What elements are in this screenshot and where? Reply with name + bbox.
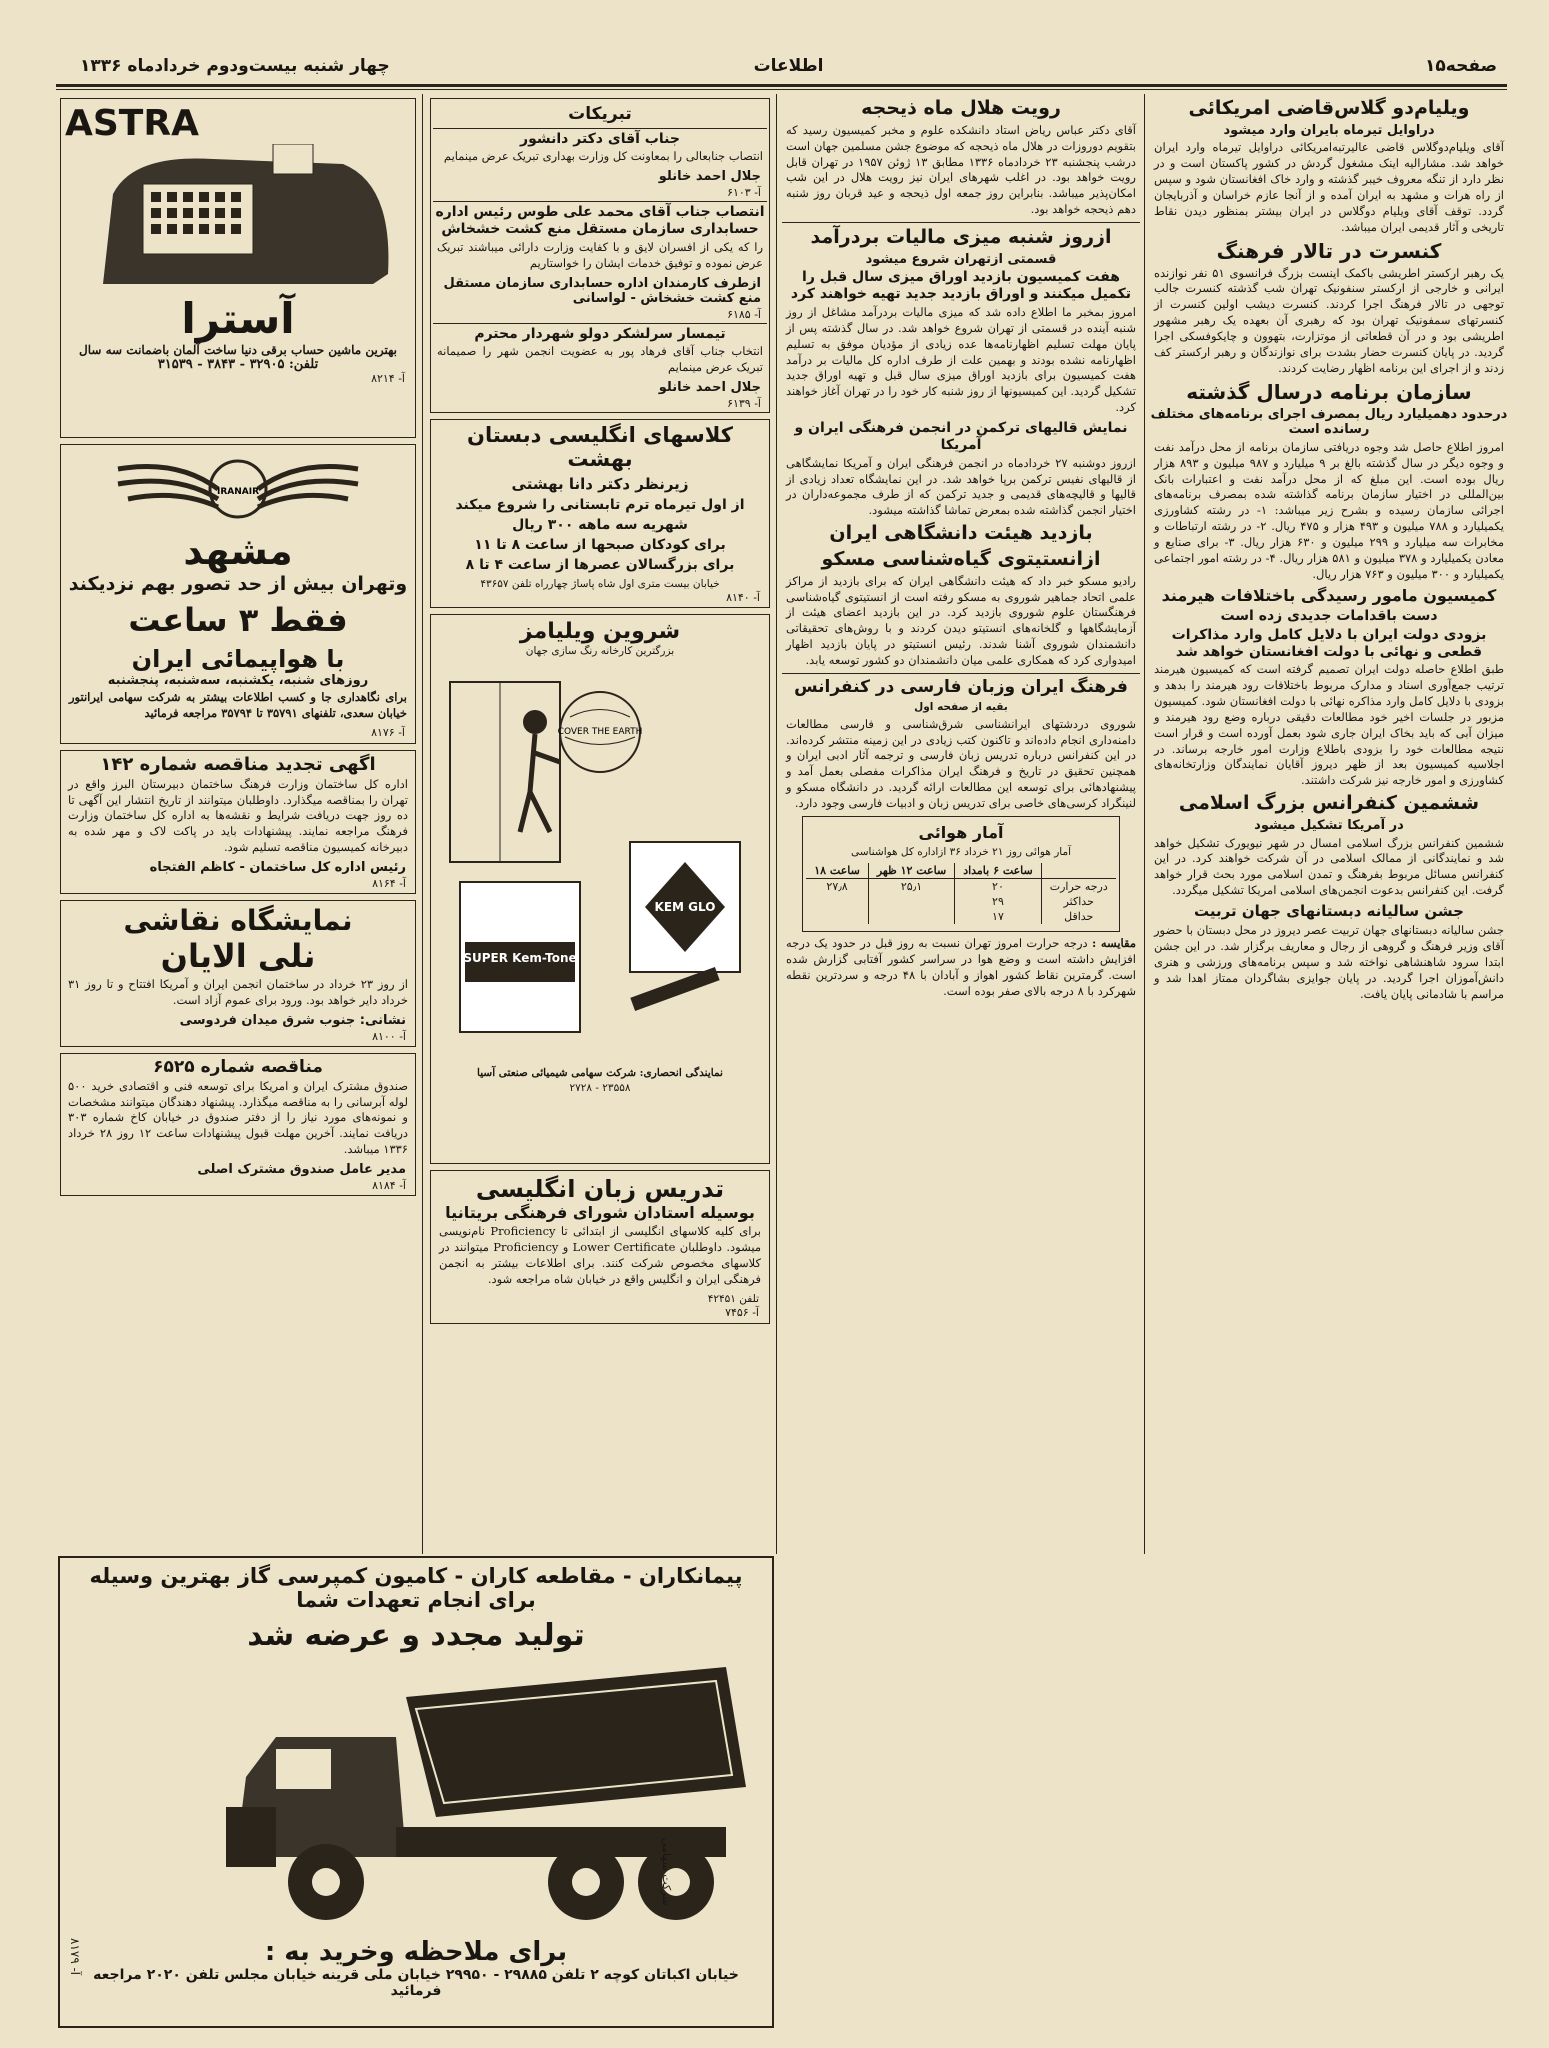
table-cell: ۲۹ [955, 894, 1042, 909]
table-cell [868, 894, 954, 909]
headline: بازدید هیئت دانشگاهی ایران [829, 522, 1093, 545]
paint-phone: ۲۳۵۵۸ - ۲۷۲۸ [569, 1081, 631, 1094]
divider [782, 673, 1140, 674]
ad-title: نمایشگاه نقاشی [123, 904, 353, 938]
ad-line: از اول تیرماه ترم تابستانی را شروع میکند [455, 497, 745, 514]
continued-note: بقیه از صفحه اول [914, 701, 1008, 714]
article-body: امروز بمخبر ما اطلاع داده شد که میزی مالیات بردرآمد مشاغل از روز شنبه آینده در قسمتی از تهران شروع خواهد شد. در سال گذشته پس از پایان مهلت تسلیم اظهارنامه‌ها عده زیادی از مؤدیان موفق به تسلیم اظهارنامه نشده بودند و بهمین علت از طرف اداره کل مالیات بر درآمد هفت کمیسیون برای بازدید اوراق میزی سال قبل و تهیه اوراق جدید تشکیل گردید. این کمیسیونها از روز شنبه کار خود را در تهران آغاز خواهند کرد. [786, 305, 1136, 415]
article-university-visit [782, 523, 1140, 669]
congrats-head: انتصاب جناب آقای محمد علی طوس رئیس اداره حسابداری سازمان مستقل منع کشت خشخاش [435, 204, 765, 237]
ad-address: خیابان اکباتان کوچه ۲ تلفن ۲۹۸۸۵ - ۲۹۹۵۰ خیابان ملی قرینه خیابان مجلس تلفن ۲۰۲۰ مراجعه فرمائید [93, 1967, 739, 1999]
divider [782, 222, 1140, 223]
article-carpets [782, 420, 1140, 519]
article-persian-culture [782, 678, 1140, 812]
ad-title: تدریس زبان انگلیسی [475, 1175, 725, 1204]
article-concert [1150, 240, 1508, 377]
astra-phones: تلفن: ۳۲۹۰۵ - ۳۸۴۳ - ۳۱۵۳۹ [157, 357, 319, 372]
astra-ad [60, 98, 416, 438]
side-code: آ- ۸۱۷۹ [68, 1938, 82, 1975]
iranair-logo-text: IRANAIR [216, 487, 260, 497]
headline: رویت هلال ماه ذیحجه [861, 97, 1061, 119]
ad-body: صندوق مشترک ایران و امریکا برای توسعه فنی و اقتصادی خرید ۵۰۰ لوله آبرسانی را به مناقصه میگذارد. پیشنهاد دهندگان میتوانند مشخصات و نمونه‌های مورد نیاز را از دفتر صندوق در خیابان کاخ شماره ۳۰۳ دریافت نمایند. آخرین مهلت قبول پیشنهادات ساعت ۱۲ روز ۲۸ خرداد ۱۳۳۶ میباشد. [68, 1078, 409, 1157]
article-body: آقای ویلیام‌دوگلاس قاضی عالیرتبه‌امریکائی دراوایل تیرماه وارد ایران خواهد شد. مشارالیه اینک مشغول گردش در کشور پاکستان است و در نظر دارد از تنگه معروف خیبر گذشته و وارد خاک افغانستان شود و سپس از راه هرات و مشهد به ایران آمده و از آنجا عازم خراسان و آذربایجان گردد. توقف آقای ویلیام دوگلاس در ایران بیشتر بمنظور دیدن نقاط تاریخی و آثار قدیمی ایران میباشد. [1154, 140, 1504, 234]
ad-body: اداره کل ساختمان وزارت فرهنگ ساختمان دبیرستان البرز واقع در تهران را بمناقصه میگذارد. داوطلبان میتوانند از تاریخ انتشار این آگهی تا ده روز جهت دریافت شرایط و نقشه‌ها به اداره کل ساختمان وزارت فرهنگ مراجعه نمایند. پیشنهادات باید در پاکت لاک و مهر شده به دبیرخانه کمیسیون مناقصه تسلیم شود. [68, 776, 408, 855]
paint-slogan: بزرگترین کارخانه رنگ سازی جهان [525, 645, 675, 658]
congrats-head: تیمسار سرلشکر دولو شهردار محترم [474, 325, 726, 342]
column-center-left [428, 94, 772, 1554]
headline: ششمین کنفرانس بزرگ اسلامی [1178, 792, 1480, 815]
congrats-box [430, 98, 770, 413]
ad-code: آ- ۸۱۷۶ [371, 725, 405, 739]
article-body: جشن سالیانه دبستانهای جهان تربیت عصر دیروز در محل دبستان با حضور آقای وزیر فرهنگ و گروهی از رجال و معاریف برگزار شد. در این جشن ابتدا سرود شاهنشاهی نواخته شد و سپس برنامه‌های ورزشی و هنری دانش‌آموزان اجرا گردید. در پایان جوایزی بشاگردان ممتاز اهدا شد و مراسم با شادمانی پایان یافت. [1154, 923, 1504, 1001]
article-body: شوروی دردشتهای ایرانشناسی شرق‌شناسی و فارسی مطالعات دامنه‌داری انجام داده‌اند و تاکنون کتب زیادی در این زمینه منتشر کرده‌اند. در این کنفرانس درباره تدریس زبان فارسی و ترجمه آثار ادبی ایران و همچنین تحقیق در تاریخ و فرهنگ ایران مذاکرات مفصلی بعمل آمد و پیشنهادهائی برای توسعه این مطالعات ارائه گردید. در دانشگاه مسکو و لنینگراد کرسی‌های خاصی برای تدریس زبان و ادبیات فارسی وجود دارد. [786, 716, 1136, 810]
ad-code: آ- ۸۱۰۰ [372, 1029, 406, 1043]
subheadline: قسمتی ازتهران شروع میشود [865, 251, 1057, 267]
can-label-2: KEM GLO [654, 900, 716, 915]
page-number: صفحه۱۵ [1425, 56, 1497, 76]
table-cell [806, 894, 868, 909]
ad-code: آ- ۶۱۸۵ [727, 307, 761, 321]
divider [433, 323, 767, 324]
ad-title: کلاسهای انگلیسی دبستان بهشت [467, 423, 733, 472]
congrats-signature: جلال احمد خانلو [658, 169, 761, 185]
issue-date: چهار شنبه بیست‌ودوم خردادماه ۱۳۳۶ [80, 56, 390, 76]
truck-ad [58, 1556, 774, 2028]
paint-illustration [440, 662, 760, 1062]
congrats-signature: ازطرف کارمندان اداره حسابداری سازمان مستقل منع کشت خشخاش - لواسانی [443, 275, 761, 306]
ad-subline: تولید مجدد و عرضه شد [247, 1618, 585, 1653]
ad-title: اگهی تجدید مناقصه شماره ۱۴۲ [100, 753, 376, 775]
weather-note-text: درجه حرارت امروز تهران نسبت به روز قبل در حدود یک درجه افزایش داشته است و وضع هوا در سراسر کشور آفتابی گزارش شده است. گرمترین نقاط کشور اهواز و آبادان با ۴۸ درجه و سردترین نقطه شهرکرد با ۸ درجه بالای صفر بوده است. [786, 936, 1136, 998]
column-divider [776, 94, 777, 1554]
article-body: یک رهبر ارکستر اطریشی باکمک اینست بزرگ فرانسوی ۵۱ نفر نوازنده ایرانی و خارجی از ارکستر سنفونیک تهران شب گذشته کنسرت جالب توجهی در تالار فرهنگ اجرا کردند. کنسرت دیشب اولین کنسرت از کنسرتهای سمفونیک تهران بود که رهبری آن بعهده یک رهبر مشهور اطریشی بود و در آن قطعاتی از موتزارت، بتهوون و چایکوفسکی اجرا گردید. در پایان کنسرت حضار بشدت برای نوازندگان و رهبر ارکستر کف زدند و از اجرای این برنامه اظهار رضایت کردند. [1154, 265, 1505, 375]
headline: سازمان برنامه درسال گذشته [1186, 379, 1472, 404]
subheadline: در آمریکا تشکیل میشود [1254, 818, 1404, 834]
ad-cta: برای ملاحظه وخرید به : [264, 1937, 568, 1967]
table-cell: ۲۵٫۱ [868, 879, 954, 895]
paint-ad [430, 614, 770, 1164]
column-divider [422, 94, 423, 1554]
artist-name: نلی الایان [160, 937, 316, 976]
article-body: طبق اطلاع حاصله دولت ایران تصمیم گرفته است که کمیسیون هیرمند ترتیب جمع‌آوری اسناد و مدارک مربوط باختلافات رود هیرمند را بدهد و بزودی با دلایل کامل وارد مذاکره نهائی با دولت افغانستان شود. کمیسیون مزبور در جلسات اخیر خود مطالعات دقیقی درباره وضع رود هیرمند و میزان آبی که باید بخاک ایران جاری شود بعمل آورده است و قرار است نتیجه مطالعات خود را بزودی باطلاع وزارت امور خارجه برساند. در اجلاسیه کمیسیون بعد از ظهر دیروز آقایان نمایندگان وزارتخانه‌های کشاورزی و امور خارجه نیز شرکت داشتند. [1154, 662, 1504, 788]
ad-body: برای کلیه کلاسهای انگلیسی از ابتدائی تا Proficiency نام‌نویسی میشود. داوطلبان Lower Certificate و Proficiency میتوانند در کلاسهای مخصوص شرکت کنند. برای اطلاعات بیشتر به انجمن فرهنگی ایران و انگلیس واقع در خیابان شاه مراجعه شود. [439, 1224, 761, 1286]
table-cell [806, 909, 868, 924]
row-label: حداکثر [1041, 894, 1116, 909]
ad-line: روزهای شنبه، یکشنبه، سه‌شنبه، پنجشنبه [107, 673, 369, 688]
ad-signature: رئیس اداره کل ساختمان - کاظم الفتجاه [149, 860, 406, 876]
iranair-ad [60, 444, 416, 744]
ad-line: برای نگاهداری جا و کسب اطلاعات بیشتر به شرکت سهامی ایرانتور خیابان سعدی، تلفنهای ۳۵۷۹۱ تا ۳۵۷۹۴ مراجعه فرمائید [69, 690, 407, 720]
article-body: ششمین کنفرانس بزرگ اسلامی امسال در شهر نیویورک تشکیل خواهد شد و نمایندگانی از ممالک اسلامی در آن شرکت خواهند کرد. در این کنفرانس مسائل مربوط بفرهنگ و تمدن اسلامی مورد بحث قرار خواهد گرفت. این کنفرانس بدعوت انجمن‌های اسلامی امریکا تشکیل میگردد. [1154, 835, 1504, 898]
column-divider [1144, 94, 1145, 1554]
iranair-logo [108, 449, 368, 529]
congrats-item [433, 131, 767, 200]
ad-code: آ- ۸۱۶۴ [372, 877, 406, 891]
headline: فرهنگ ایران وزبان فارسی در کنفرانس [794, 676, 1128, 697]
newspaper-title: اطلاعات [753, 56, 824, 76]
table-cell: ۲۰ [955, 879, 1042, 895]
ad-line: شهریه سه ماهه ۳۰۰ ریال [512, 517, 688, 534]
divider [433, 128, 767, 129]
weather-intro: آمار هوائی روز ۲۱ خرداد ۳۶ ازاداره کل هواشناسی [850, 846, 1072, 859]
article-douglas [1150, 98, 1508, 236]
astra-line: بهترین ماشین حساب برقی دنیا ساخت آلمان باضمانت سه سال [79, 343, 397, 357]
subheadline: درحدود دهمیلیارد ریال بمصرف اجرای برنامه‌های مختلف رسانده است [1150, 406, 1508, 438]
table-header-row [806, 863, 1115, 879]
congrats-head: جناب آقای دکتر دانشور [520, 130, 680, 147]
congrats-text: را که یکی از افسران لایق و با کفایت وزارت دارائی میباشند تبریک عرض نموده و توفیق خدمات ایشان را خواستاریم [437, 239, 763, 270]
tender-ad [60, 750, 416, 894]
ad-subtitle: بوسیله استادان شورای فرهنگی بریتانیا [445, 1203, 755, 1223]
table-cell [868, 909, 954, 924]
column-center-right [782, 94, 1140, 2039]
congrats-text: انتخاب جناب آقای فرهاد پور به عضویت انجمن شهر را صمیمانه تبریک عرض مینمایم [437, 344, 763, 375]
header-rule [56, 84, 1507, 87]
article-school-celebration [1150, 903, 1508, 1003]
ad-title: مناقصه شماره ۶۵۲۵ [153, 1056, 323, 1077]
weather-title: آمار هوائی [918, 822, 1004, 842]
table-cell: ۲۷٫۸ [826, 880, 848, 894]
article-helmand [1150, 587, 1508, 790]
ad-code: آ- ۶۱۰۳ [727, 186, 761, 200]
weather-note-title: مقایسه : [1091, 936, 1137, 951]
truck-illustration [206, 1657, 766, 1937]
row-label: حداقل [1041, 909, 1116, 924]
headline: ویلیام‌دو گلاس‌قاضی امریکائی [1188, 97, 1470, 119]
article-body: امروز اطلاع حاصل شد وجوه دریافتی سازمان برنامه از محل درآمد نفت و وجوه دیگر در سال گذشته بالغ بر ۹ میلیارد و ۹۸۷ میلیون و ۸۹۳ هزار ریال بوده است. این مبلغ که از محل درآمد نفت و اعتبارات بانک بین‌المللی در اختیار سازمان برنامه گذاشته شده بمصرف برنامه‌های اجرائی سازمان رسیده و بشرح زیر میباشد: ۱- در رشته کشاورزی یکمیلیارد و ۷۸۸ میلیون و ۴۹۳ هزار و ۴۷۵ ریال. ۲- در رشته ارتباطات و مخابرات سه میلیارد و ۲۹۹ میلیون و ۶۳۰ هزار ریال. ۳- برای صنایع و معادن یکمیلیارد و ۳۷۸ میلیون و ۵۸۱ هزار ریال. ۴- در رشته امور اجتماعی یکمیلیارد و ۳۰۰ میلیون و ۷۶۳ هزار ریال. [1154, 439, 1504, 581]
article-islamic-conference [1150, 793, 1508, 899]
weather-note [786, 936, 1136, 999]
headline: کمیسیون مامور رسیدگی باختلافات هیرمند [1161, 585, 1497, 605]
ad-line: وتهران بیش از حد تصور بهم نزدیکند [68, 573, 408, 595]
ad-headline: پیمانکاران - مقاطعه کاران - کامیون کمپرسی گاز بهترین وسیله برای انجام تعهدات شما [89, 1564, 743, 1612]
ad-line: زیرنظر دکتر دانا بهشتی [511, 475, 689, 494]
divider [433, 201, 767, 202]
congrats-item [433, 326, 767, 411]
ad-line: برای کودکان صبحها از ساعت ۸ تا ۱۱ [474, 537, 726, 554]
table-row [806, 879, 1115, 895]
congrats-signature: جلال احمد خانلو [658, 380, 761, 396]
calculator-illustration [73, 144, 403, 294]
astra-fa-brand: آسترا [181, 294, 295, 343]
astra-brand: ASTRA [65, 103, 199, 144]
article-income-tax [782, 227, 1140, 416]
subheadline-2: هفت کمیسیون بازدید اوراق میزی سال قبل را تکمیل میکنند و اوراق بازدید جدید تهیه خواهند کرد [790, 269, 1132, 303]
ad-line: فقط ۳ ساعت [128, 601, 348, 639]
ad-line: برای بزرگسالان عصرها از ساعت ۴ تا ۸ [465, 557, 735, 574]
congrats-text: انتصاب جنابعالی را بمعاونت کل وزارت بهداری تبریک عرض مینمایم [443, 149, 763, 164]
article-plan-org [1150, 381, 1508, 583]
page-header [70, 52, 1507, 84]
headline: جشن سالیانه دبستانهای جهان تربیت [1194, 902, 1464, 921]
subheadline: دراوایل تیرماه بایران وارد میشود [1223, 122, 1435, 138]
table-cell [1041, 863, 1116, 879]
column-right [1150, 94, 1508, 2039]
paint-footer: نمایندگی انحصاری: شرکت سهامی شیمیائی صنعتی آسیا [477, 1067, 723, 1080]
table-header: ساعت ۱۲ ظهر [868, 863, 954, 879]
ad-address: خیابان بیست متری اول شاه پاساژ چهارراه تلفن ۴۳۶۵۷ [480, 578, 720, 591]
ad-code: آ- ۷۴۵۶ [725, 1305, 759, 1319]
side-small: شرکت سهامی [660, 1838, 673, 1906]
subheadline-2: بزودی دولت ایران با دلایل کامل وارد مذاکرات قطعی و نهائی با دولت افغانستان خواهد شد [1171, 626, 1487, 660]
row-label: درجه حرارت [1041, 879, 1116, 895]
can-label-1: SUPER Kem-Tone [463, 951, 577, 966]
headline-2: ازانستیتوی گیاه‌شناسی مسکو [821, 547, 1101, 570]
table-cell: ۱۷ [955, 909, 1042, 924]
congrats-item [433, 204, 767, 320]
english-school-ad [430, 419, 770, 608]
ad-phone: تلفن ۴۲۴۵۱ [707, 1292, 759, 1305]
weather-box [802, 816, 1120, 933]
tender2-ad [60, 1053, 416, 1196]
article-body: رادیو مسکو خبر داد که هیئت دانشگاهی ایران که برای بازدید از مراکز علمی اتحاد جماهیر شوروی به مسکو رفته است از انستیتوی گیاه‌شناسی فرهنگستان علوم شوروی بازدید کرد. در این بازدید اعضای هیئت از آزمایشگاهها و گلخانه‌های انستیتو دیدن کردند و با روش‌های تحقیقاتی دانشمندان شوروی آشنا شدند. رئیس انستیتو در پایان بازدید اظهار امیدواری کرد که همکاری علمی میان دانشمندان دو کشور توسعه یابد. [786, 573, 1136, 668]
congrats-title: تبریکات [568, 104, 632, 124]
article-body: ازروز دوشنبه ۲۷ خردادماه در انجمن فرهنگی ایران و آمریکا نمایشگاهی از قالیهای نفیس ترکمن برپا خواهد شد. در این نمایشگاه تعداد زیادی از قالیها و قالیچه‌های قدیمی و جدید ترکمن که از طرف مجموعه‌داران در اختیار انجمن گذاشته شده بمعرض تماشا گذاشته میشود. [786, 455, 1137, 518]
article-body: آقای دکتر عباس ریاض استاد دانشکده علوم و مخبر کمیسیون رسید که بتقویم دوروزات در هلال ماه ذیحجه که موضوع جشن مسلمین جهان است درشب پنجشنبه ۲۳ خردادماه ۱۳۳۶ مطابق ۱۳ ژوئن ۱۹۵۷ در تهران قابل رویت خواهد بود. در اغلب شهرهای ایران نیز رویت هلال در این شب امکان‌پذیر میباشد. بنابراین روز جمعه اول ذیحجه و عید قربان روز شنبه دهم ذیحجه خواهد بود. [786, 122, 1137, 217]
ad-code: آ- ۸۱۸۴ [372, 1179, 406, 1193]
article-moon-sighting [782, 98, 1140, 218]
column-left [58, 94, 418, 1554]
header-rule-thin [56, 89, 1507, 90]
ad-line: با هواپیمائی ایران [131, 645, 345, 673]
weather-table [806, 863, 1115, 924]
english-classes-ad [430, 1170, 770, 1324]
subheadline: دست باقدامات جدیدی زده است [1220, 607, 1438, 624]
ad-code: آ- ۶۱۳۹ [727, 397, 761, 411]
table-header: ساعت ۶ بامداد [955, 863, 1042, 879]
paint-brand: شروین ویلیامز [519, 619, 681, 645]
headline: کنسرت در تالار فرهنگ [1216, 238, 1442, 263]
tagline: COVER THE EARTH [557, 727, 643, 738]
table-row [806, 909, 1115, 924]
ad-body: از روز ۲۳ خرداد در ساختمان انجمن ایران و آمریکا افتتاح و تا روز ۳۱ خرداد دایر خواهد بود. ورود برای عموم آزاد است. [68, 977, 408, 1007]
table-header: ساعت ۱۸ [806, 863, 868, 879]
exhibition-ad [60, 900, 416, 1047]
ad-address: نشانی: جنوب شرق میدان فردوسی [179, 1012, 406, 1028]
headline: ازروز شنبه میزی مالیات بردرآمد [810, 226, 1112, 248]
headline: نمایش قالیهای ترکمن در انجمن فرهنگی ایران و آمریکا [794, 420, 1128, 453]
ad-signature: مدیر عامل صندوق مشترک اصلی [197, 1162, 406, 1178]
ad-city: مشهد [183, 529, 293, 573]
ad-code: آ- ۸۱۴۰ [726, 591, 760, 605]
table-row [806, 894, 1115, 909]
ad-code: آ- ۸۲۱۴ [371, 372, 405, 385]
